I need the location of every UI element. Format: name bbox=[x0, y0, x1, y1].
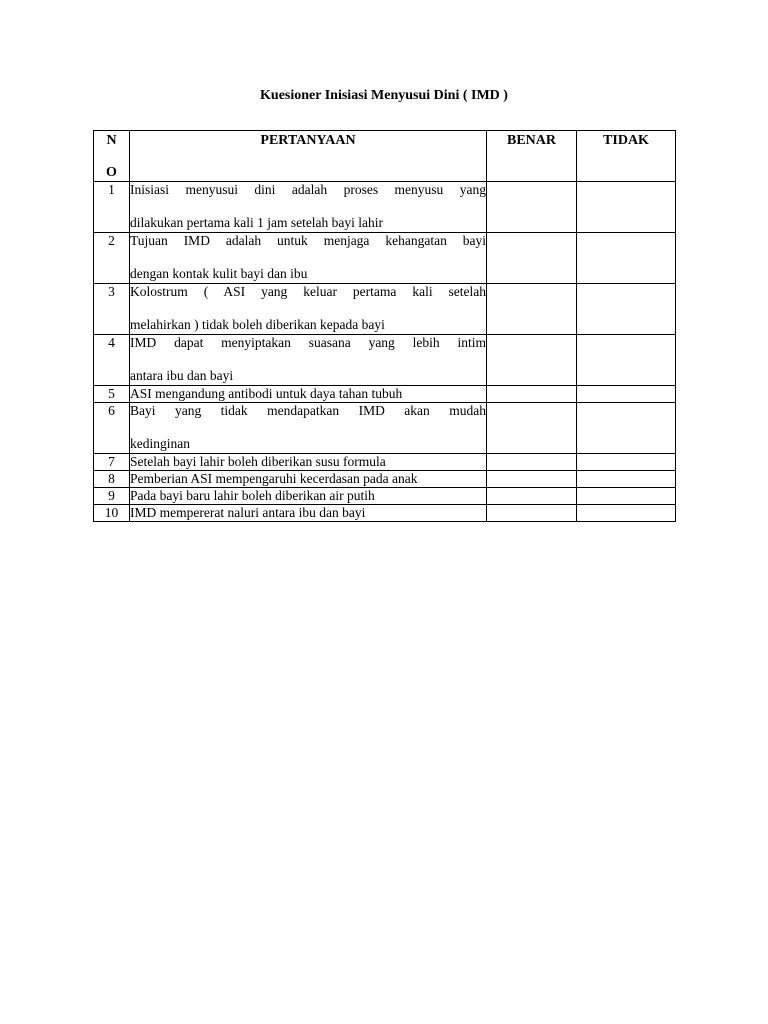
question-text: IMD mempererat naluri antara ibu dan bayi bbox=[130, 505, 487, 522]
row-number: 8 bbox=[94, 471, 130, 488]
answer-true-cell[interactable] bbox=[487, 284, 577, 335]
row-number: 10 bbox=[94, 505, 130, 522]
question-text-line2: melahirkan ) tidak boleh diberikan kepada bayi bbox=[130, 317, 385, 332]
page-title: Kuesioner Inisiasi Menyusui Dini ( IMD ) bbox=[260, 88, 508, 103]
question-cell bbox=[130, 403, 487, 454]
column-header-number-line2: O bbox=[106, 165, 117, 180]
question-text: Pemberian ASI mempengaruhi kecerdasan pada anak bbox=[130, 471, 487, 488]
answer-true-cell[interactable] bbox=[487, 335, 577, 386]
question-text-line1: Bayi yang tidak mendapatkan IMD akan mudah bbox=[130, 403, 486, 418]
question-text-line2: antara ibu dan bayi bbox=[130, 368, 234, 383]
row-number: 6 bbox=[94, 403, 130, 454]
question-cell bbox=[130, 284, 487, 335]
question-cell bbox=[130, 335, 487, 386]
row-number: 9 bbox=[94, 488, 130, 505]
table-row bbox=[94, 386, 676, 403]
table-row bbox=[94, 488, 676, 505]
question-text-line1: IMD dapat menyiptakan suasana yang lebih intim bbox=[130, 335, 486, 350]
answer-false-cell[interactable] bbox=[577, 471, 676, 488]
answer-true-cell[interactable] bbox=[487, 386, 577, 403]
question-text: Pada bayi baru lahir boleh diberikan air putih bbox=[130, 488, 487, 505]
answer-false-cell[interactable] bbox=[577, 284, 676, 335]
questionnaire-table bbox=[93, 130, 676, 522]
column-header-false-label: TIDAK bbox=[603, 133, 649, 148]
answer-false-cell[interactable] bbox=[577, 488, 676, 505]
question-text-line2: dengan kontak kulit bayi dan ibu bbox=[130, 266, 308, 281]
table-row bbox=[94, 182, 676, 233]
column-header-number-line1: N bbox=[106, 133, 117, 148]
answer-true-cell[interactable] bbox=[487, 505, 577, 522]
answer-true-cell[interactable] bbox=[487, 233, 577, 284]
row-number: 3 bbox=[94, 284, 130, 335]
question-text: ASI mengandung antibodi untuk daya tahan tubuh bbox=[130, 386, 487, 403]
answer-true-cell[interactable] bbox=[487, 454, 577, 471]
table-header-row bbox=[94, 131, 676, 182]
row-number: 1 bbox=[94, 182, 130, 233]
row-number: 7 bbox=[94, 454, 130, 471]
answer-false-cell[interactable] bbox=[577, 182, 676, 233]
answer-true-cell[interactable] bbox=[487, 182, 577, 233]
answer-true-cell[interactable] bbox=[487, 488, 577, 505]
row-number: 2 bbox=[94, 233, 130, 284]
answer-false-cell[interactable] bbox=[577, 403, 676, 454]
table-row bbox=[94, 505, 676, 522]
answer-false-cell[interactable] bbox=[577, 335, 676, 386]
table-row bbox=[94, 284, 676, 335]
answer-true-cell[interactable] bbox=[487, 471, 577, 488]
column-header-number bbox=[94, 131, 130, 182]
question-text-line2: kedinginan bbox=[130, 436, 190, 451]
column-header-false bbox=[577, 131, 676, 182]
question-text: Setelah bayi lahir boleh diberikan susu formula bbox=[130, 454, 487, 471]
answer-false-cell[interactable] bbox=[577, 454, 676, 471]
column-header-question bbox=[130, 131, 487, 182]
answer-false-cell[interactable] bbox=[577, 505, 676, 522]
question-text-line1: Inisiasi menyusui dini adalah proses menyusu yang bbox=[130, 182, 486, 197]
answer-false-cell[interactable] bbox=[577, 233, 676, 284]
table-row bbox=[94, 335, 676, 386]
row-number: 5 bbox=[94, 386, 130, 403]
question-cell bbox=[130, 182, 487, 233]
question-text-line1: Tujuan IMD adalah untuk menjaga kehangatan bayi bbox=[130, 233, 486, 248]
table-row bbox=[94, 233, 676, 284]
answer-true-cell[interactable] bbox=[487, 403, 577, 454]
question-text-line1: Kolostrum ( ASI yang keluar pertama kali setelah bbox=[130, 284, 486, 299]
column-header-true-label: BENAR bbox=[506, 133, 556, 148]
column-header-true bbox=[487, 131, 577, 182]
row-number: 4 bbox=[94, 335, 130, 386]
question-text-line2: dilakukan pertama kali 1 jam setelah bayi lahir bbox=[130, 215, 384, 230]
answer-false-cell[interactable] bbox=[577, 386, 676, 403]
table-row bbox=[94, 403, 676, 454]
table-row bbox=[94, 471, 676, 488]
table-row bbox=[94, 454, 676, 471]
question-cell bbox=[130, 233, 487, 284]
column-header-question-label: PERTANYAAN bbox=[260, 133, 356, 148]
